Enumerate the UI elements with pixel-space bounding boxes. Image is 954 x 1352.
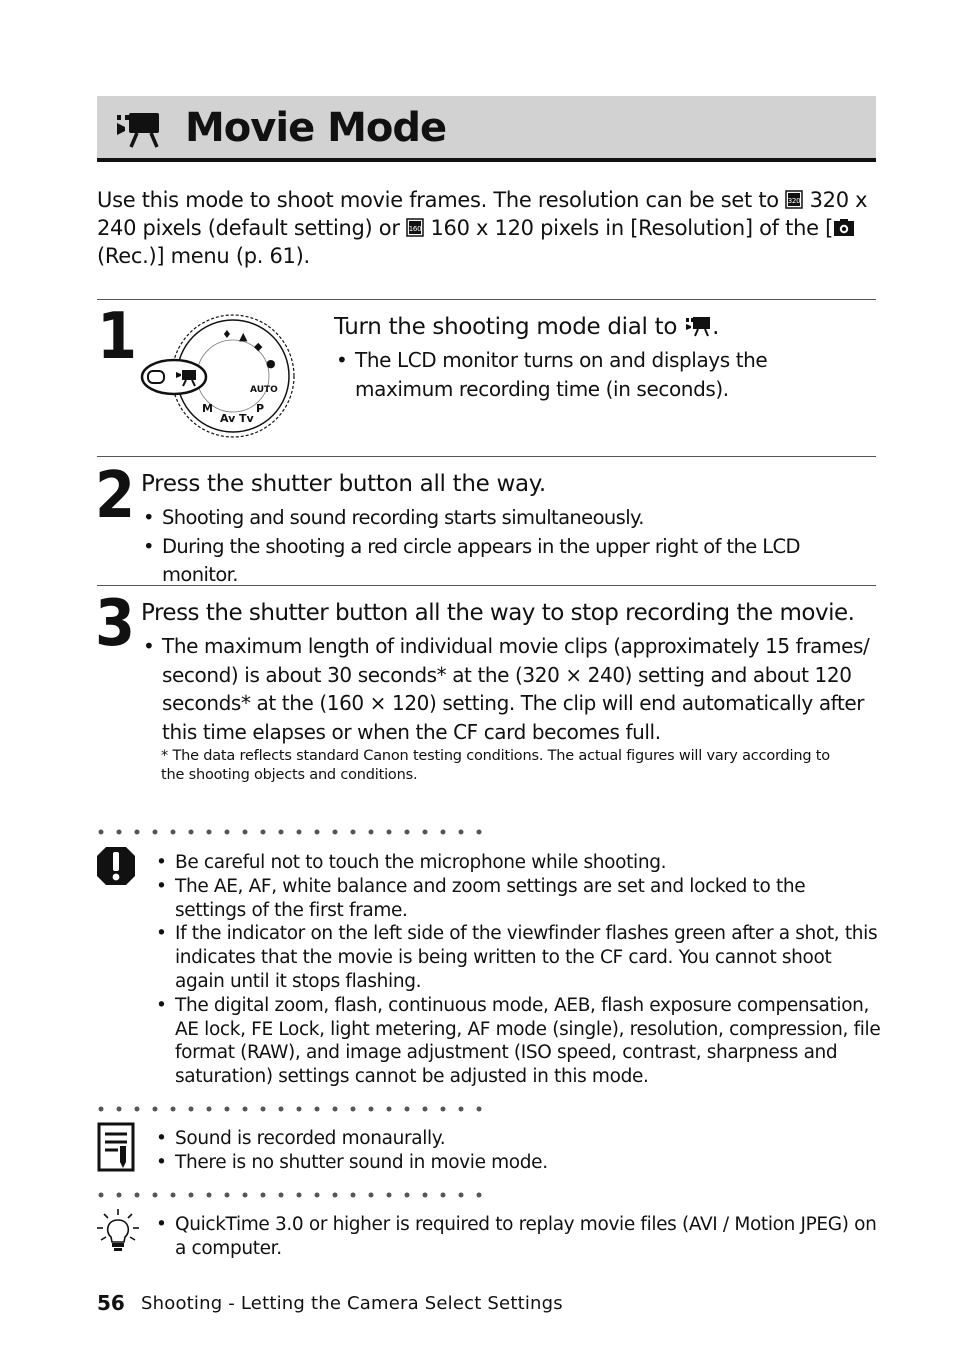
page-header: [97, 96, 876, 162]
svg-text:320: 320: [787, 197, 801, 205]
step-3-title: Press the shutter button all the way to stop recording the movie.: [141, 600, 855, 626]
list-item: • There is no shutter sound in movie mode.: [156, 1151, 881, 1175]
section-title: Shooting - Letting the Camera Select Settings: [141, 1293, 563, 1314]
step-3-number: 3: [95, 587, 133, 661]
resolution-320-icon: [785, 190, 803, 209]
list-item: • The LCD monitor turns on and displays the maximum recording time (in seconds).: [336, 346, 871, 403]
light-bulb-icon: [96, 1208, 140, 1252]
caution-list: [156, 851, 881, 1089]
svg-text:M: M: [202, 402, 213, 415]
list-item: • During the shooting a red circle appears in the upper right of the LCD monitor.: [143, 533, 878, 590]
step-2-title: Press the shutter button all the way.: [141, 471, 546, 497]
list-item: • The digital zoom, flash, continuous mode, AEB, flash exposure compensation, AE lock, FE Lock, light metering, AF mode (single), resolution, compression, file format (RAW), and image adjustment (ISO speed, contrast, sharpness and saturation) settings cannot be adjusted in this mode.: [156, 994, 881, 1089]
camera-rec-icon: [833, 219, 855, 237]
step-3-footnote: * The data reflects standard Canon testing conditions. The actual figures will vary according to the shooting objects and conditions.: [161, 748, 830, 783]
step-2-bullets: [143, 504, 878, 590]
svg-text:♦: ♦: [222, 328, 232, 341]
svg-text:AUTO: AUTO: [250, 385, 278, 395]
dotted-separator: [97, 1191, 497, 1199]
step-2-number: 2: [95, 459, 133, 533]
svg-text:◆: ◆: [254, 340, 263, 353]
memo-icon: [96, 1122, 136, 1172]
tip-list: [156, 1213, 881, 1261]
step-1-number: 1: [97, 300, 135, 374]
list-item: • The AE, AF, white balance and zoom settings are set and locked to the settings of the first frame.: [156, 875, 881, 923]
note-list: [156, 1127, 881, 1175]
list-item: • Shooting and sound recording starts simultaneously.: [143, 504, 878, 533]
list-item: • The maximum length of individual movie clips (approximately 15 frames/ second) is about 30 seconds* at the (320 × 240) setting and about 120 seconds* at the (160 × 120) setting. The clip will end automatically after this time elapses or when the CF card becomes full.: [143, 632, 878, 746]
step-divider: [97, 456, 876, 457]
svg-text:●: ●: [266, 357, 276, 370]
list-item: • Sound is recorded monaurally.: [156, 1127, 881, 1151]
step-1-bullets: [336, 346, 871, 403]
step-divider: [97, 299, 876, 300]
caution-icon: [96, 846, 136, 886]
movie-camera-icon: [113, 109, 161, 149]
step-1-title: Turn the shooting mode dial to .: [334, 314, 720, 340]
svg-text:160: 160: [408, 225, 422, 233]
page-title: Movie Mode: [185, 105, 447, 151]
list-item: • If the indicator on the left side of the viewfinder flashes green after a shot, this indicates that the movie is being written to the CF card. You cannot shoot again until it stops flashing.: [156, 922, 881, 993]
list-item: • QuickTime 3.0 or higher is required to replay movie files (AVI / Motion JPEG) on a computer.: [156, 1213, 881, 1261]
step-3-bullets: [143, 632, 878, 746]
svg-text:Tv: Tv: [239, 412, 254, 425]
intro-paragraph: Use this mode to shoot movie frames. The resolution can be set to 320 320 x 240 pixels (default setting) or 160 160 x 120 pixels in [Resolution] of the [ (Rec.)] menu (p. 61).: [97, 188, 868, 268]
resolution-160-icon: [406, 218, 424, 237]
dotted-separator: [97, 828, 497, 836]
movie-mode-icon: [684, 315, 712, 337]
list-item: • Be careful not to touch the microphone while shooting.: [156, 851, 881, 875]
svg-text:▲: ▲: [239, 330, 248, 343]
svg-text:Av: Av: [220, 412, 236, 425]
page-number: 56: [97, 1291, 125, 1315]
step-divider: [97, 585, 876, 586]
mode-dial-illustration: [136, 312, 298, 440]
dotted-separator: [97, 1105, 497, 1113]
svg-text:P: P: [256, 402, 265, 415]
